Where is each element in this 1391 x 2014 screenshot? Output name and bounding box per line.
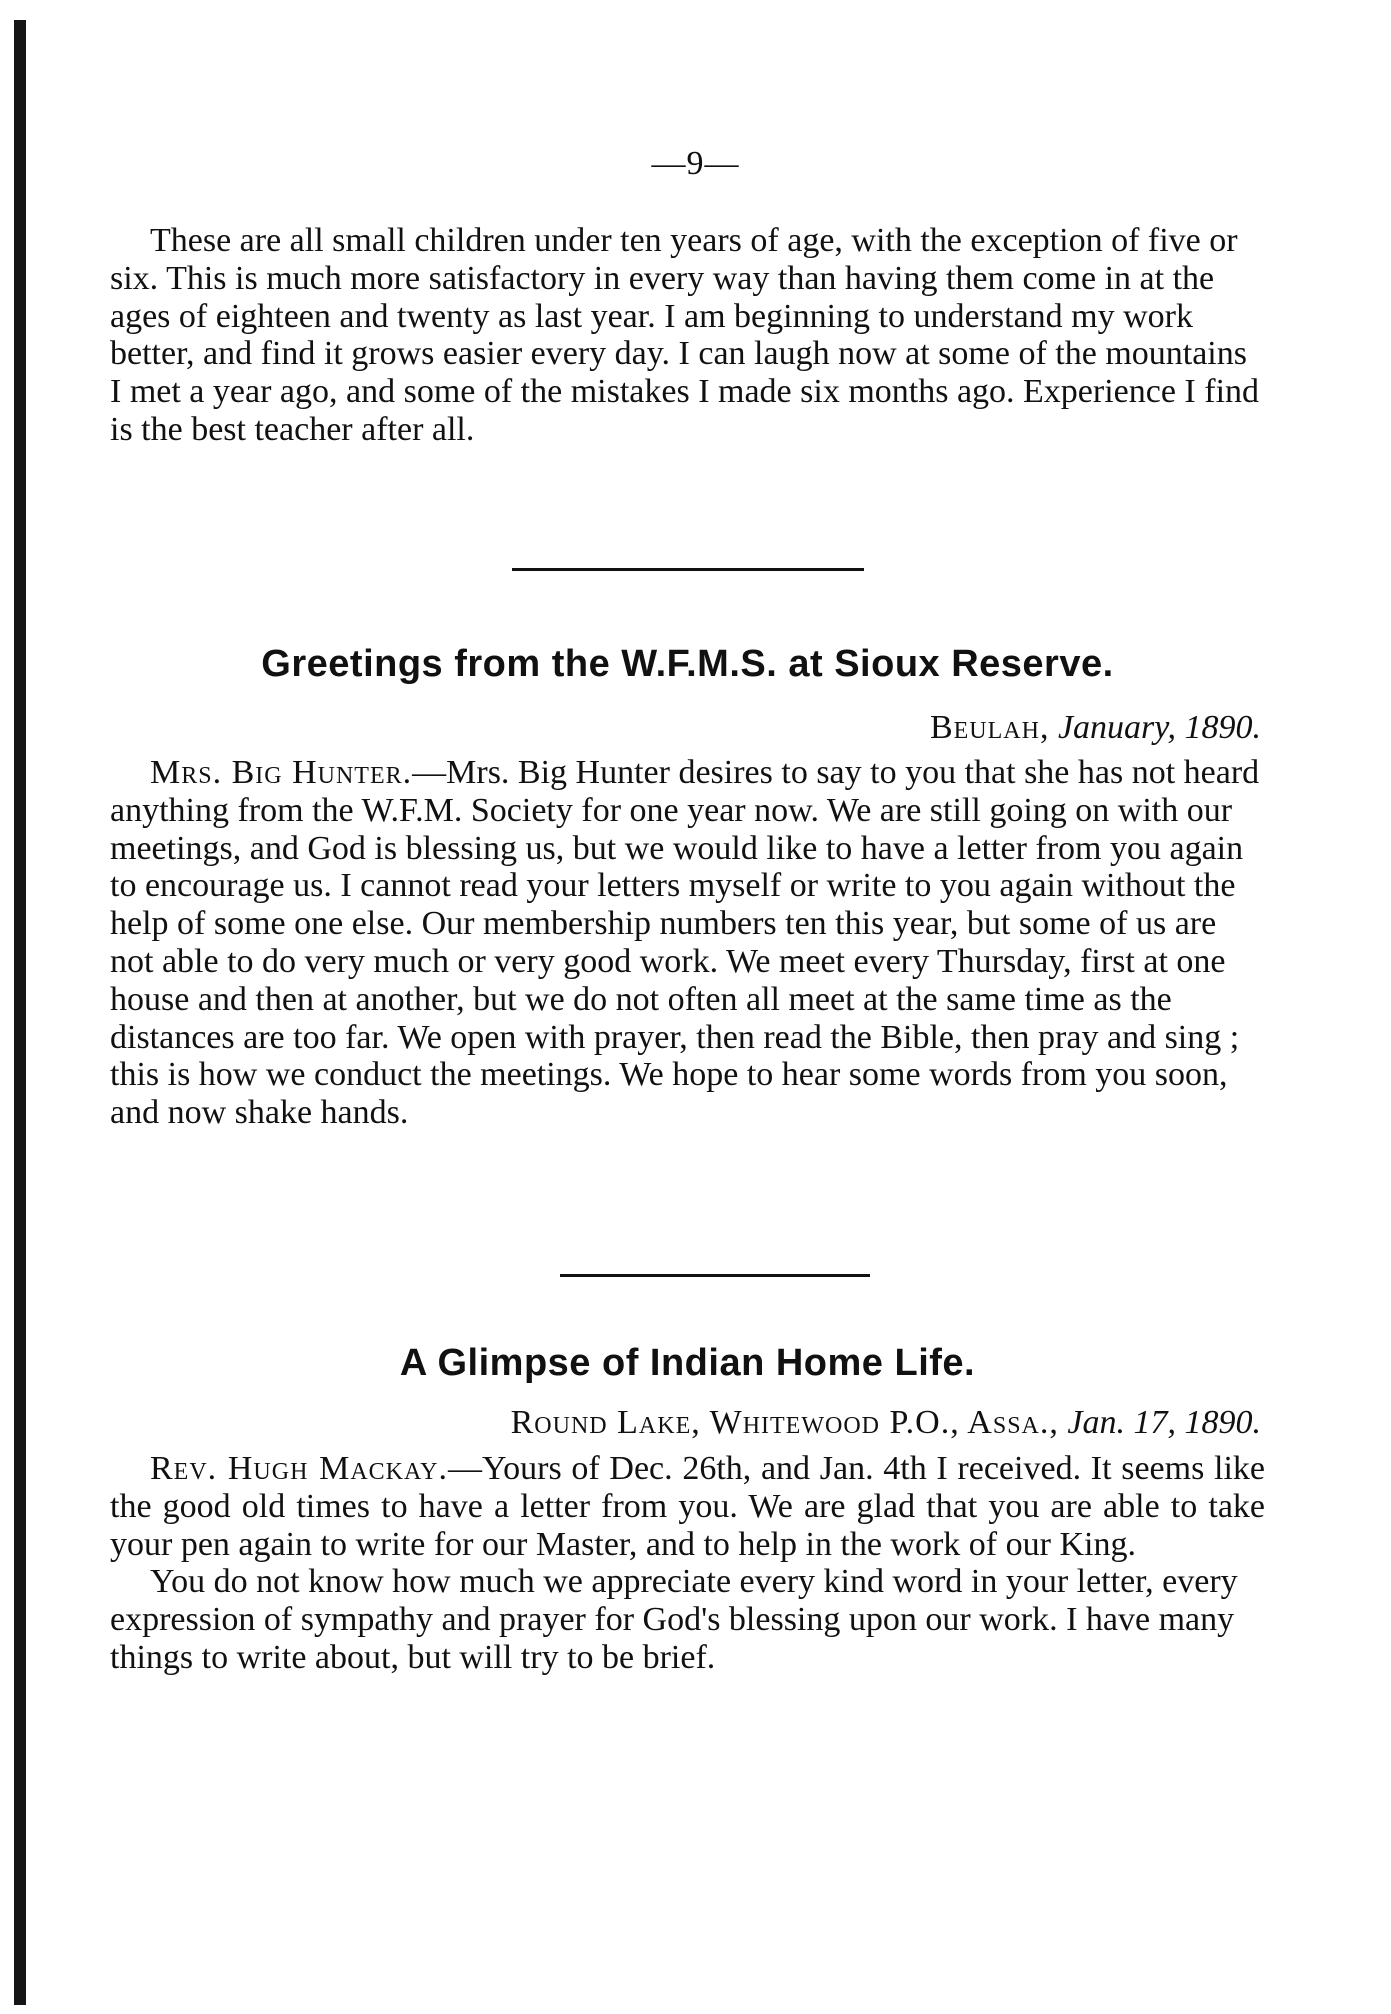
section2-paragraph-2: You do not know how much we appreciate every kind word in your letter, every expression of sympathy and prayer for God's blessing upon our work. I have many things to write about, but will try to be brief. (110, 1563, 1238, 1676)
section1-heading: Greetings from the W.F.M.S. at Sioux Reserve. (261, 643, 1114, 685)
section1-speaker: Mrs. Big Hunter. (150, 754, 413, 791)
section1-paragraph (110, 754, 1265, 1132)
section1-body-block (110, 754, 1265, 1132)
section2-heading: A Glimpse of Indian Home Life. (399, 1342, 976, 1384)
binding-edge (14, 20, 26, 2005)
section2-speaker: Rev. Hugh Mackay. (150, 1450, 448, 1487)
section1-body-text: —Mrs. Big Hunter desires to say to you that she has not heard anything from the W.F.M. Society for one year now. We are still going on with our meetings, and God is blessing us, but we would like to have a letter from you again to encourage us. I cannot read your letters myself or write to you again without the help of some one else. Our membership numbers ten this year, but some of us are not able to do very much or very good work. We meet every Thursday, first at one house and then at another, but we do not often all meet at the same time as the distances are too far. We open with prayer, then read the Bible, then pray and sing ; this is how we conduct the meetings. We hope to hear some words from you soon, and now shake hands. (110, 754, 1260, 1132)
section2-dateline-date: Jan. 17, 1890. (1067, 1404, 1261, 1441)
section2-paragraph-1 (110, 1450, 1265, 1563)
section1-dateline-place: Beulah, (929, 709, 1050, 746)
section2-body-block (110, 1450, 1265, 1677)
section-divider-1 (512, 568, 864, 571)
section1-dateline (930, 709, 1261, 747)
section1-dateline-date: January, 1890. (1057, 709, 1261, 746)
intro-paragraph-block (110, 222, 1265, 449)
intro-paragraph: These are all small children under ten years of age, with the exception of five or six. This is much more satisfactory in every way than having them come in at the ages of eighteen and twenty as last year. I am beginning to understand my work better, and find it grows easier every day. I can laugh now at some of the mountains I met a year ago, and some of the mistakes I made six months ago. Experience I find is the best teacher after all. (110, 222, 1260, 448)
section2-body-text: —Yours of Dec. 26th, and Jan. 4th I received. It seems like the good old times to have a letter from you. We are glad that you are able to take your pen again to write for our Master, and to help in the work of our King. (110, 1450, 1265, 1563)
page-number: —9— (651, 145, 740, 182)
section-divider-2 (560, 1274, 870, 1277)
section2-dateline (511, 1404, 1261, 1442)
section2-dateline-place: Round Lake, Whitewood P.O., Assa., (510, 1404, 1059, 1441)
